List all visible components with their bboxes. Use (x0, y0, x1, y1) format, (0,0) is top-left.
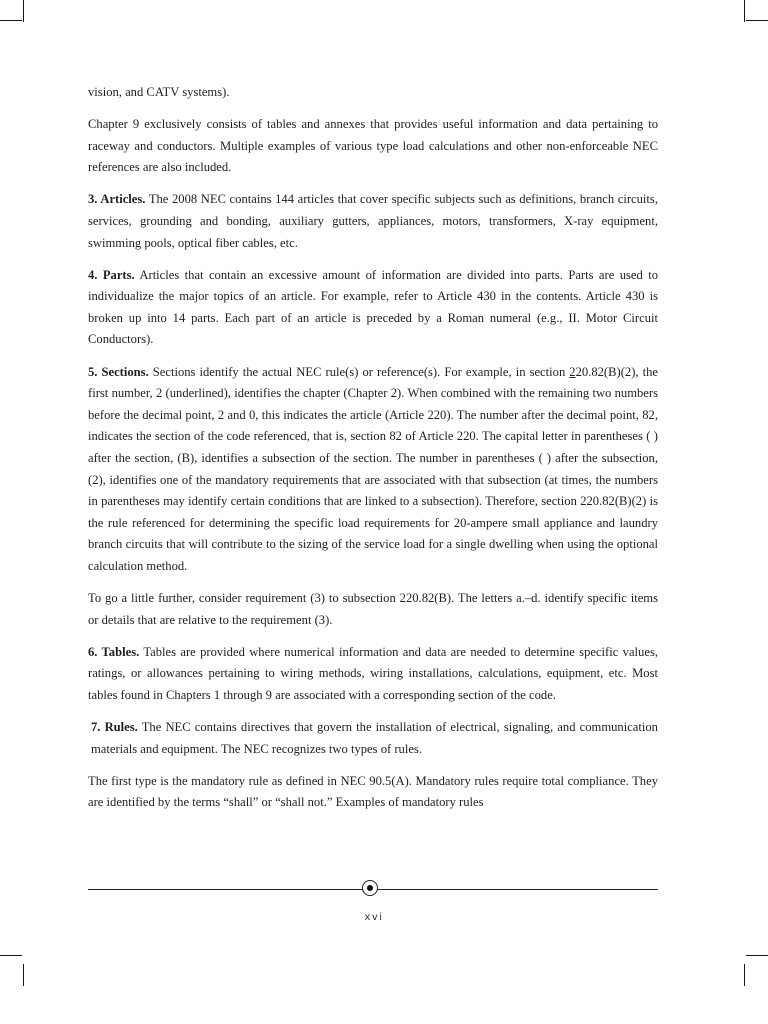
crop-mark-bottom-right (744, 964, 745, 986)
circle-dot-center (367, 885, 373, 891)
articles-heading: 3. Articles. (88, 192, 146, 207)
page-body (88, 82, 658, 824)
rules-text: The NEC contains directives that govern the installation of electrical, signaling, and communication materials and equipment. The NEC recognizes two types of rules. (91, 719, 658, 756)
sections-text-b: 20.82(B)(2), the first number, 2 (underlined), identifies the chapter (Chapter 2). When combined with the remaining two numbers before the decimal point, 2 and 0, this indicates the article (Article 220). The number after the decimal point, 82, indicates the section of the code referenced, that is, section 82 of Article 220. The capital letter in parentheses ( ) after the section, (B), identifies a subsection of the section. The number in parentheses ( ) after the subsection, (2), identifies one of the mandatory requirements that are associated with that subsection (at times, the numbers in parentheses may identify certain conditions that are linked to a subsection). Therefore, section 220.82(B)(2) is the rule referenced for determining the specific load requirements for 20-ampere small appliance and laundry branch circuits that will contribute to the sizing of the service load for a single dwelling when using the optional calculation method. (88, 364, 658, 573)
sections-text-a: Sections identify the actual NEC rule(s) or reference(s). For example, in section (148, 364, 570, 379)
crop-mark-bottom-left (23, 964, 24, 986)
paragraph-sections (88, 362, 658, 578)
paragraph-mandatory-rule: The first type is the mandatory rule as defined in NEC 90.5(A). Mandatory rules require total compliance. They are identified by the terms “shall” or “shall not.” Examples of mandatory rules (88, 773, 658, 810)
sections-heading: 5. Sections. (88, 364, 149, 379)
articles-text: The 2008 NEC contains 144 articles that cover specific subjects such as definitions, branch circuits, services, grounding and bonding, auxiliary gutters, appliances, motors, transformers, X-ray equipment, swimming pools, optical fiber cables, etc. (88, 192, 658, 250)
crop-mark-top-right (744, 0, 745, 22)
crop-mark-top-left (23, 0, 24, 22)
page-number: xvi (364, 912, 384, 923)
crop-mark-bottom-left-h (0, 955, 22, 956)
paragraph-tables (88, 642, 658, 707)
paragraph-further: To go a little further, consider requirement (3) to subsection 220.82(B). The letters a.–d. identify specific items or details that are relative to the requirement (3). (88, 590, 658, 627)
paragraph-continuation: vision, and CATV systems). (88, 85, 230, 99)
circle-dot-icon (362, 880, 378, 896)
tables-heading: 6. Tables. (88, 644, 140, 659)
parts-heading: 4. Parts. (88, 267, 135, 282)
crop-mark-top-right-h (746, 20, 768, 21)
paragraph-chapter-9: Chapter 9 exclusively consists of tables and annexes that provides useful information and data pertaining to raceway and conductors. Multiple examples of various type load calculations and other non-enforceable NEC references are also included. (88, 117, 658, 175)
rules-heading: 7. Rules. (91, 719, 138, 734)
paragraph-rules (88, 717, 658, 760)
paragraph-articles (88, 189, 658, 254)
crop-mark-bottom-right-h (746, 955, 768, 956)
sections-underlined-digit: 2 (569, 364, 576, 379)
paragraph-parts (88, 265, 658, 351)
parts-text: Articles that contain an excessive amount of information are divided into parts. Parts are used to individualize the major topics of an article. For example, refer to Article 430 in the contents. Article 430 is broken up into 14 parts. Each part of an article is preceded by a Roman numeral (e.g., II. Motor Circuit Conductors). (88, 267, 659, 347)
crop-mark-top-left-h (0, 20, 22, 21)
tables-text: Tables are provided where numerical information and data are needed to determine specific values, ratings, or allowances pertaining to wiring methods, wiring installations, calculations, equipment, etc. Most tables found in Chapters 1 through 9 are associated with a corresponding section of the code. (88, 644, 658, 702)
